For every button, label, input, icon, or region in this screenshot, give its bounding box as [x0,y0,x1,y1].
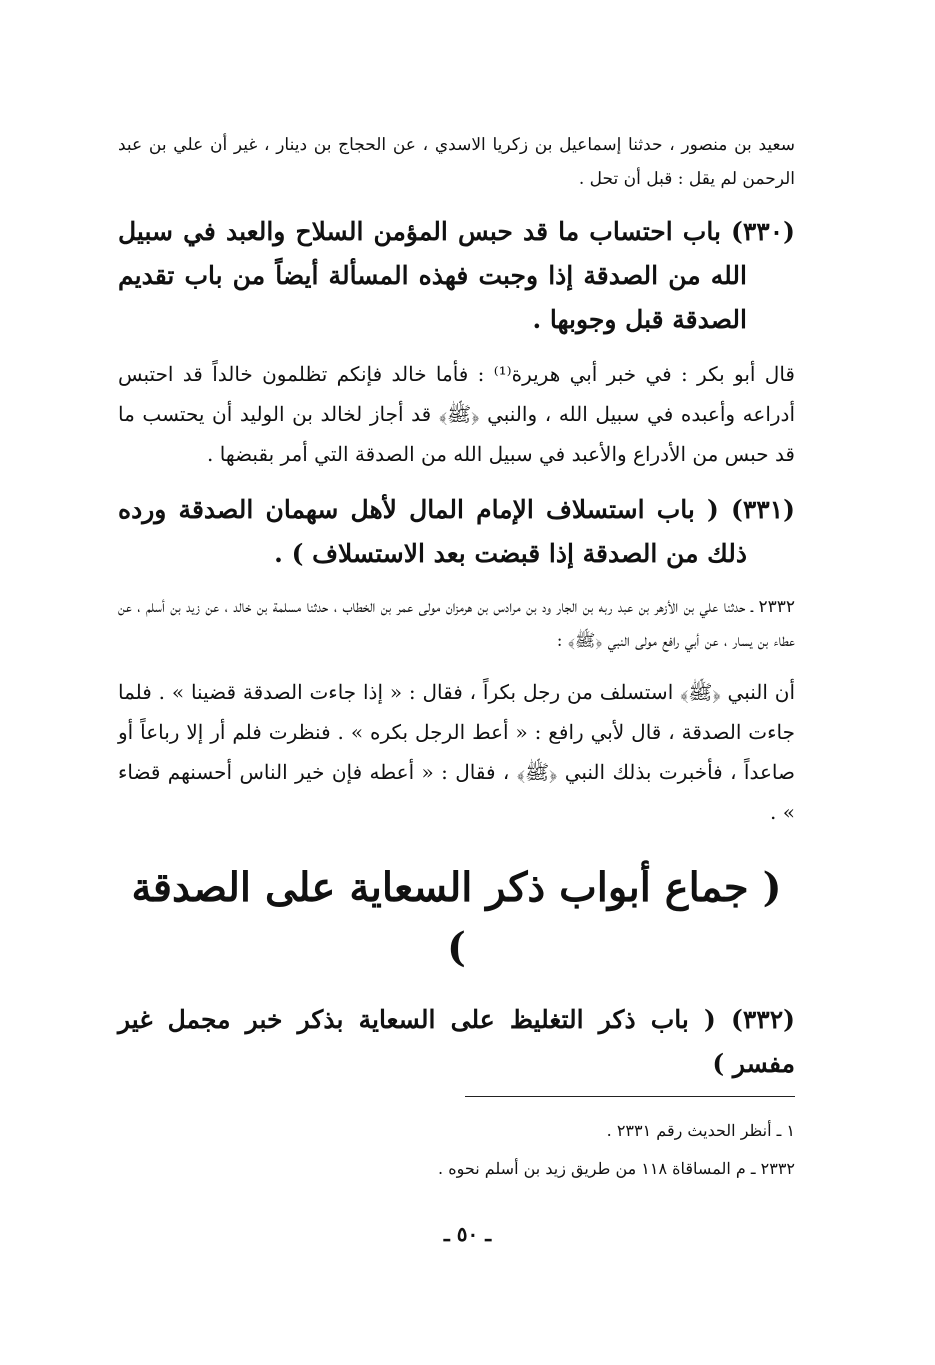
section-title: ( جماع أبواب ذكر السعاية على الصدقة ) [131,864,782,971]
chapter-heading-332: (٣٣٢) ( باب ذكر التغليظ على السعاية بذكر خبر مجمل غير مفسر ) [118,1005,795,1078]
footnote-2332: ٢٣٣٢ ـ م المساقاة ١١٨ من طريق زيد بن أسلم نحوه . [438,1159,795,1178]
footnote-divider [465,1096,795,1097]
paragraph-abu-bakr: قال أبو بكر : في خبر أبي هريرة⁽¹⁾ : فأما خالد فإنكم تظلمون خالداً قد احتبس أدراعه وأعبده في سبيل الله ، والنبي ﴿ﷺ﴾ قد أجاز لخالد بن الوليد أن يحتسب ما قد حبس من الأدراع والأعبد في سبيل الله من الصدقة التي أمر بقبضها . [118,362,795,466]
hadith-isnad-2332: ٢٣٣٢ ـ حدثنا علي بن الأزهر بن عبد ربه بن الجار ود بن مرادس بن هرمزان مولى عمر بن الخطاب ، حدثنا مسلمة بن خالد ، عن زيد بن أسلم ، عن عطاء بن يسار ، عن أبي رافع مولى النبي ﴿ﷺ﴾ : [118,597,795,651]
footnote-1: ١ ـ أنظر الحديث رقم ٢٣٣١ . [606,1121,795,1140]
page-number: ـ ٥٠ ـ [443,1222,492,1246]
paragraph-isnad-continuation: سعيد بن منصور ، حدثنا إسماعيل بن زكريا الاسدي ، عن الحجاج بن دينار ، غير أن علي بن عبد الرحمن لم يقل : قبل أن تحل . [118,135,795,189]
chapter-heading-331: (٣٣١) ( باب استسلاف الإمام المال لأهل سهمان الصدقة ورده ذلك من الصدقة إذا قبضت بعد الاستسلاف ) . [118,495,795,568]
footnotes [118,1112,795,1188]
page-body [118,128,795,1086]
hadith-matn-2332: أن النبي ﴿ﷺ﴾ استسلف من رجل بكراً ، فقال : « إذا جاءت الصدقة قضينا » . فلما جاءت الصدقة ، قال لأبي رافع : « أعط الرجل بكره » . فنظرت فلم أر إلا رباعاً أو صاعداً ، فأخبرت بذلك النبي ﴿ﷺ﴾ ، فقال : « أعطه فإن خير الناس أحسنهم قضاء » . [118,680,795,824]
chapter-heading-330: (٣٣٠) باب احتساب ما قد حبس المؤمن السلاح والعبد في سبيل الله من الصدقة إذا وجبت فهذه المسألة أيضاً من باب تقديم الصدقة قبل وجوبها . [118,217,795,334]
